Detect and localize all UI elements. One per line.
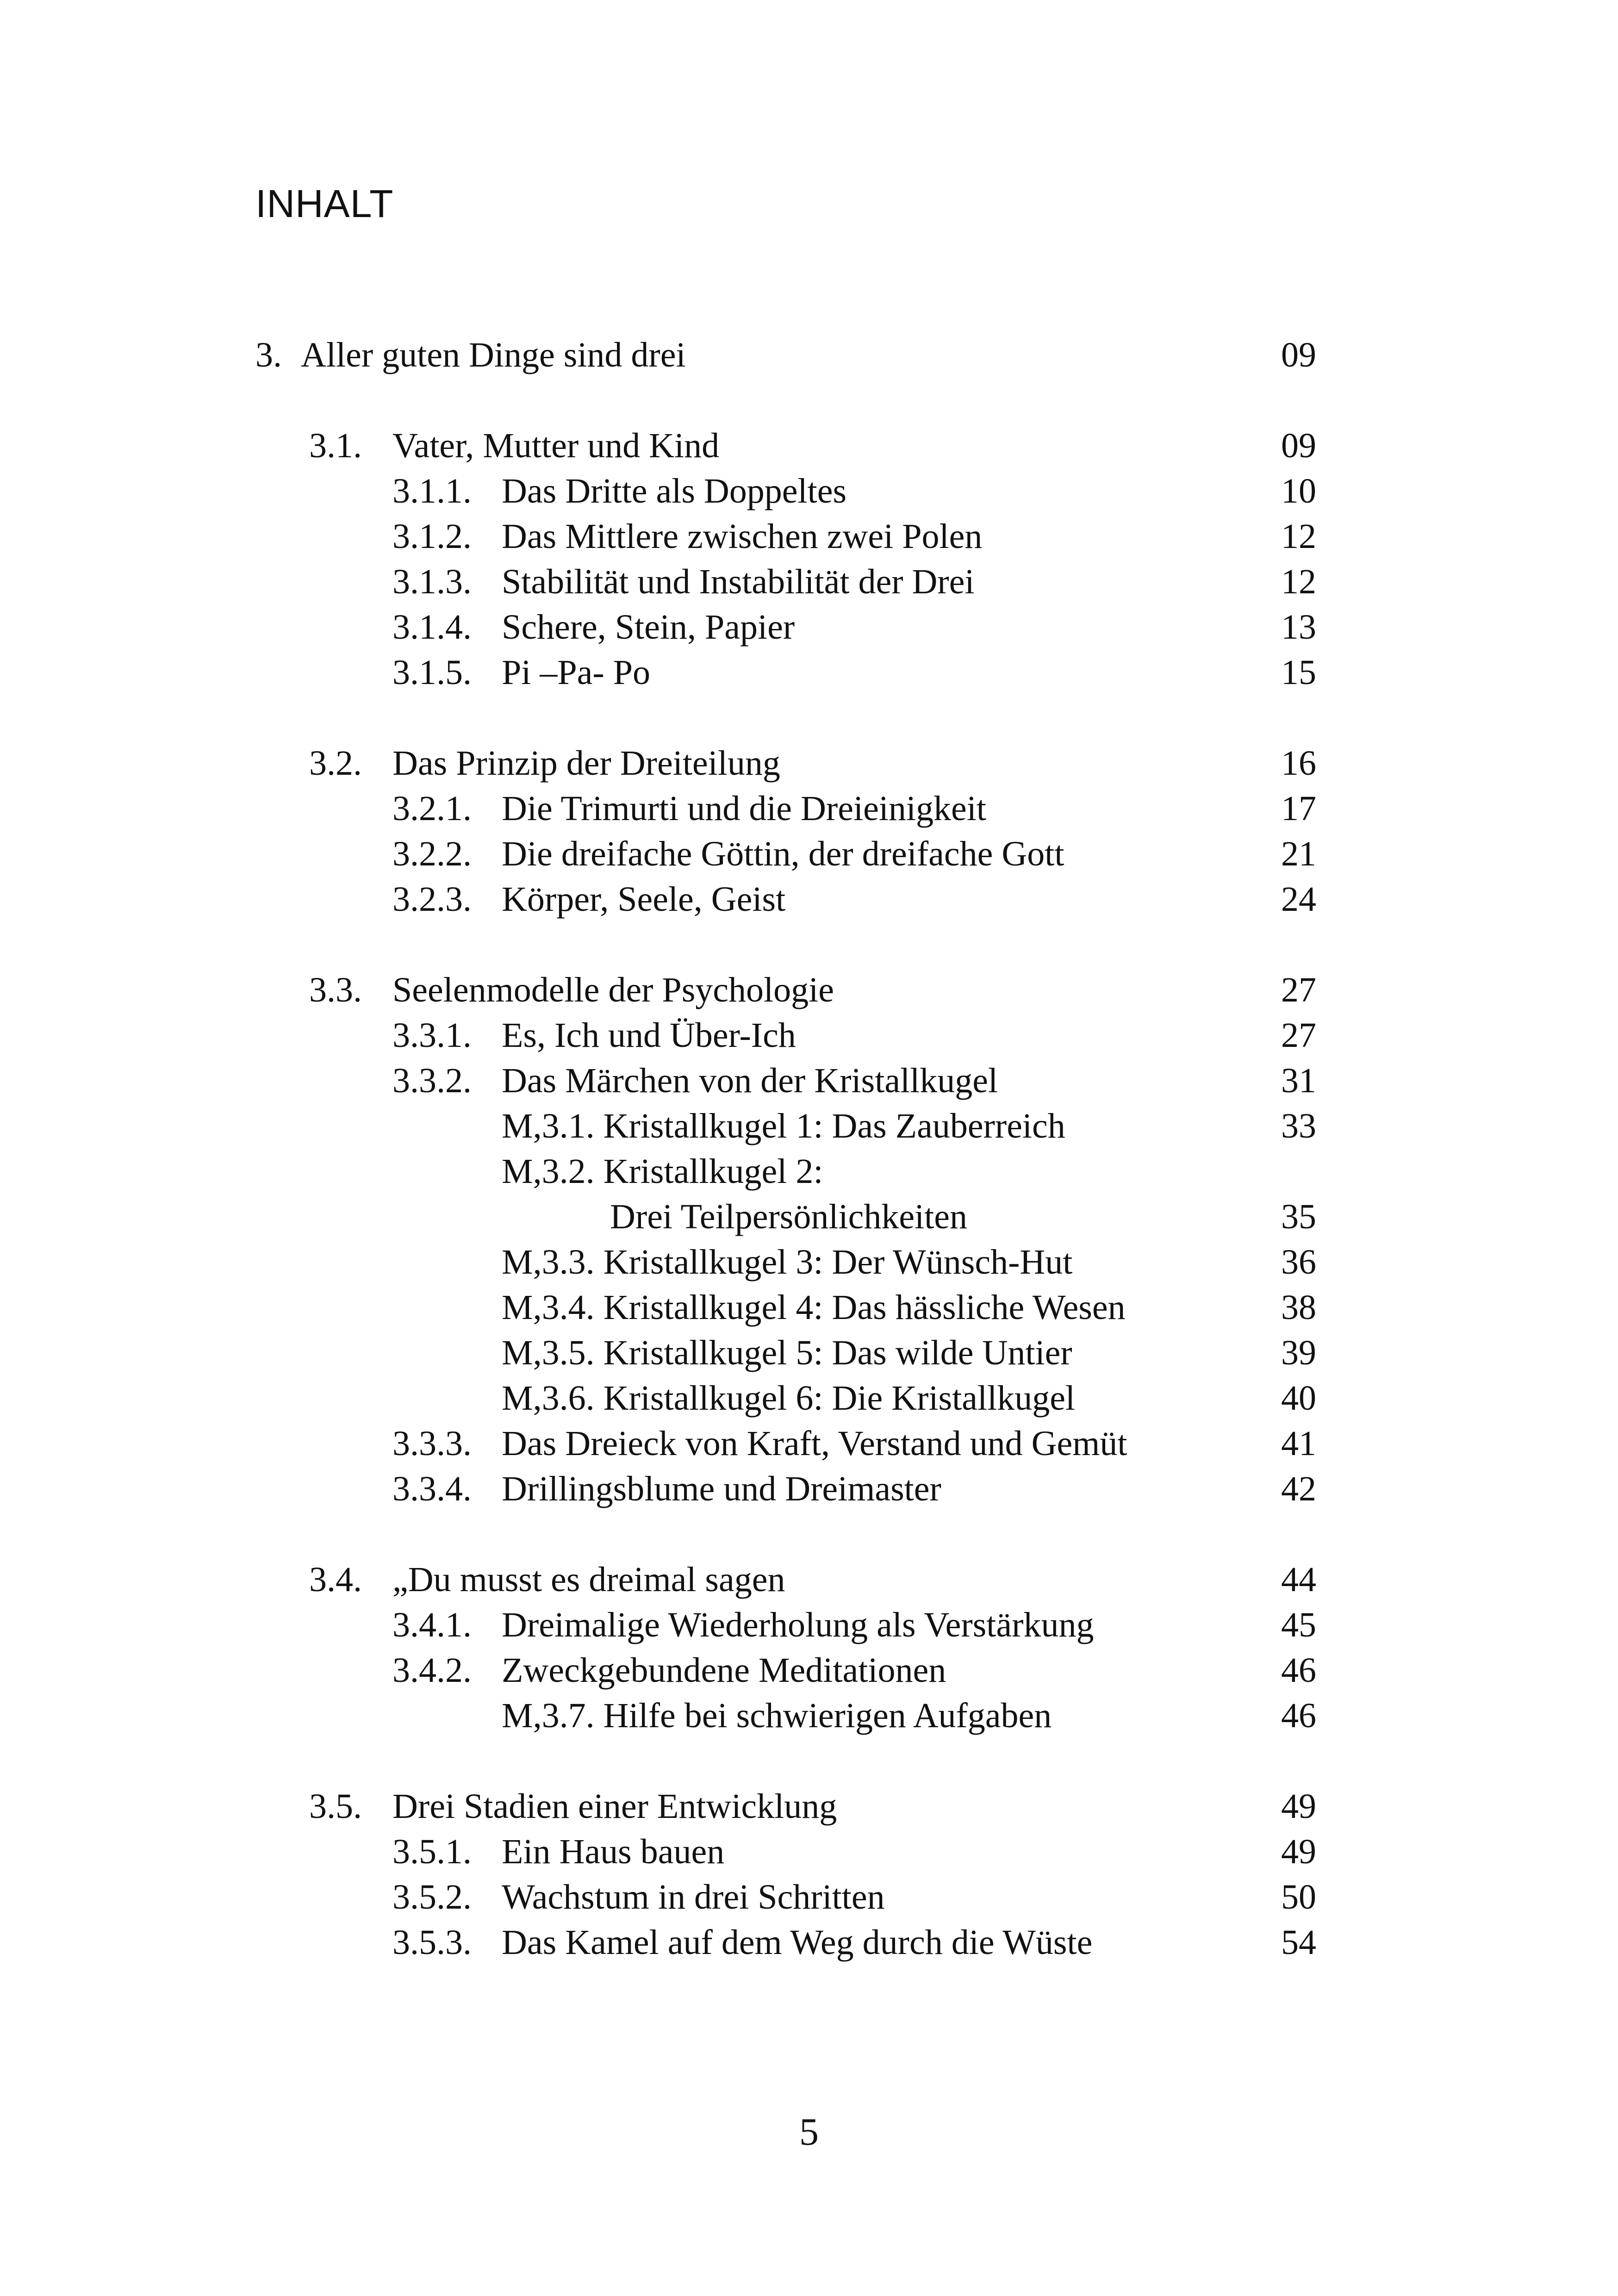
toc-entry-page: 27 — [1281, 971, 1316, 1009]
toc-entry-title: Stabilität und Instabilität der Drei — [502, 562, 975, 601]
toc-entry — [0, 1920, 1618, 1965]
toc-entry-number: 3.1.5. — [392, 653, 472, 692]
toc-entry — [0, 1693, 1618, 1738]
toc-entry-page: 39 — [1281, 1333, 1316, 1372]
toc-entry-page: 54 — [1281, 1923, 1316, 1962]
toc-entry-page: 41 — [1281, 1424, 1316, 1463]
toc-entry-title: Pi –Pa- Po — [502, 653, 650, 692]
toc-entry-number: 3.3.2. — [392, 1061, 472, 1100]
toc-entry-page: 15 — [1281, 653, 1316, 692]
toc-entry-page: 27 — [1281, 1016, 1316, 1055]
toc-entry-number: 3.4.1. — [392, 1605, 472, 1644]
toc-entry-number: 3.3.1. — [392, 1016, 472, 1055]
toc-entry-title: Die dreifache Göttin, der dreifache Gott — [502, 834, 1064, 873]
toc-entry — [0, 1784, 1618, 1829]
toc-entry — [0, 514, 1618, 559]
toc-entry-number: 3.1.3. — [392, 562, 472, 601]
toc-entry-title: M,3.5. Kristallkugel 5: Das wilde Untier — [502, 1333, 1072, 1372]
toc-entry-title: Das Mittlere zwischen zwei Polen — [502, 517, 983, 556]
toc-entry-number: 3.3.4. — [392, 1469, 472, 1508]
toc-entry-title: Das Dreieck von Kraft, Verstand und Gemüt — [502, 1424, 1127, 1463]
toc-entry — [0, 332, 1618, 378]
toc-entry-page: 12 — [1281, 517, 1316, 556]
toc-entry-title: M,3.3. Kristallkugel 3: Der Wünsch-Hut — [502, 1243, 1073, 1282]
toc-entry-page: 36 — [1281, 1243, 1316, 1282]
toc-entry — [0, 1602, 1618, 1648]
toc-entry-page: 13 — [1281, 608, 1316, 647]
toc-entry-page: 46 — [1281, 1696, 1316, 1735]
toc-entry-page: 24 — [1281, 880, 1316, 919]
toc-entry-number: 3.1.1. — [392, 472, 472, 510]
toc-entry-title: Drei Stadien einer Entwicklung — [392, 1787, 837, 1826]
toc-entry — [0, 1149, 1618, 1194]
toc-entry-page: 49 — [1281, 1787, 1316, 1826]
toc-entry-title: Schere, Stein, Papier — [502, 608, 795, 647]
toc-entry-title: Das Prinzip der Dreiteilung — [392, 744, 780, 783]
toc-entry — [0, 1421, 1618, 1466]
toc-entry — [0, 1194, 1618, 1239]
toc-entry-page: 42 — [1281, 1469, 1316, 1508]
toc-entry-title: Seelenmodelle der Psychologie — [392, 971, 834, 1009]
toc-entry-title: Wachstum in drei Schritten — [502, 1878, 885, 1916]
toc-entry-number: 3. — [255, 336, 282, 374]
toc-entry — [0, 423, 1618, 468]
toc-entry-page: 16 — [1281, 744, 1316, 783]
toc-entry — [0, 468, 1618, 514]
toc-entry-number: 3.1.2. — [392, 517, 472, 556]
toc-entry-number: 3.1.4. — [392, 608, 472, 647]
toc-entry — [0, 1829, 1618, 1874]
toc-entry-page: 38 — [1281, 1288, 1316, 1327]
toc-entry-page: 21 — [1281, 834, 1316, 873]
toc-entry-title: M,3.2. Kristallkugel 2: — [502, 1152, 823, 1191]
contents-heading: INHALT — [255, 182, 394, 225]
toc-entry-page: 44 — [1281, 1560, 1316, 1599]
toc-entry-title: Drei Teilpersönlichkeiten — [610, 1197, 968, 1236]
toc-entry-title: Das Kamel auf dem Weg durch die Wüste — [502, 1923, 1093, 1962]
toc-entry-title: M,3.6. Kristallkugel 6: Die Kristallkugel — [502, 1379, 1076, 1418]
toc-entry — [0, 604, 1618, 650]
toc-entry-page: 33 — [1281, 1107, 1316, 1145]
toc-entry — [0, 650, 1618, 695]
toc-entry-title: Das Märchen von der Kristallkugel — [502, 1061, 998, 1100]
toc-entry — [0, 967, 1618, 1013]
toc-entry-title: Drillingsblume und Dreimaster — [502, 1469, 941, 1508]
toc-entry-number: 3.2. — [309, 744, 362, 783]
toc-entry-number: 3.5. — [309, 1787, 362, 1826]
toc-entry-number: 3.3.3. — [392, 1424, 472, 1463]
toc-entry-title: Ein Haus bauen — [502, 1832, 725, 1871]
toc-entry-page: 45 — [1281, 1605, 1316, 1644]
toc-entry-title: M,3.1. Kristallkugel 1: Das Zauberreich — [502, 1107, 1065, 1145]
toc-entry-page: 40 — [1281, 1379, 1316, 1418]
toc-entry-number: 3.5.1. — [392, 1832, 472, 1871]
toc-entry-title: Die Trimurti und die Dreieinigkeit — [502, 789, 987, 828]
toc-entry-title: Das Dritte als Doppeltes — [502, 472, 847, 510]
page-number: 5 — [799, 2110, 819, 2153]
toc-entry — [0, 1103, 1618, 1149]
toc-entry-page: 35 — [1281, 1197, 1316, 1236]
toc-entry-number: 3.3. — [309, 971, 362, 1009]
toc-entry — [0, 786, 1618, 831]
toc-entry-number: 3.4. — [309, 1560, 362, 1599]
toc-entry — [0, 559, 1618, 604]
toc-entry-number: 3.5.3. — [392, 1923, 472, 1962]
toc-entry-page: 09 — [1281, 336, 1316, 374]
toc-entry — [0, 877, 1618, 922]
toc-entry-page: 31 — [1281, 1061, 1316, 1100]
toc-entry-number: 3.2.2. — [392, 834, 472, 873]
toc-entry-number: 3.5.2. — [392, 1878, 472, 1916]
toc-entry-title: Aller guten Dinge sind drei — [301, 336, 686, 374]
toc-entry-title: Körper, Seele, Geist — [502, 880, 786, 919]
toc-entry — [0, 1375, 1618, 1421]
toc-entry — [0, 1648, 1618, 1693]
toc-entry — [0, 1557, 1618, 1602]
toc-entry-page: 46 — [1281, 1651, 1316, 1690]
toc-entry — [0, 831, 1618, 877]
toc-entry-title: Dreimalige Wiederholung als Verstärkung — [502, 1605, 1094, 1644]
toc-entry-number: 3.2.3. — [392, 880, 472, 919]
toc-entry-page: 10 — [1281, 472, 1316, 510]
toc-entry — [0, 1239, 1618, 1285]
toc-entry — [0, 1466, 1618, 1512]
toc-entry-title: M,3.7. Hilfe bei schwierigen Aufgaben — [502, 1696, 1052, 1735]
toc-entry-title: Vater, Mutter und Kind — [392, 426, 720, 465]
toc-entry-number: 3.2.1. — [392, 789, 472, 828]
toc-entry-page: 49 — [1281, 1832, 1316, 1871]
toc-entry-title: „Du musst es dreimal sagen — [392, 1560, 785, 1599]
toc-entry-title: Es, Ich und Über-Ich — [502, 1016, 796, 1055]
toc-entry — [0, 1013, 1618, 1058]
toc-entry-page: 17 — [1281, 789, 1316, 828]
toc-entry-page: 50 — [1281, 1878, 1316, 1916]
toc-entry-page: 09 — [1281, 426, 1316, 465]
toc-entry — [0, 1874, 1618, 1920]
toc-entry — [0, 1330, 1618, 1375]
toc-entry — [0, 1285, 1618, 1330]
toc-entry-number: 3.1. — [309, 426, 362, 465]
toc-entry — [0, 740, 1618, 786]
toc-entry-page: 12 — [1281, 562, 1316, 601]
toc-entry-title: Zweckgebundene Meditationen — [502, 1651, 946, 1690]
toc-entry-number: 3.4.2. — [392, 1651, 472, 1690]
toc-entry-title: M,3.4. Kristallkugel 4: Das hässliche Wesen — [502, 1288, 1126, 1327]
toc-entry — [0, 1058, 1618, 1103]
